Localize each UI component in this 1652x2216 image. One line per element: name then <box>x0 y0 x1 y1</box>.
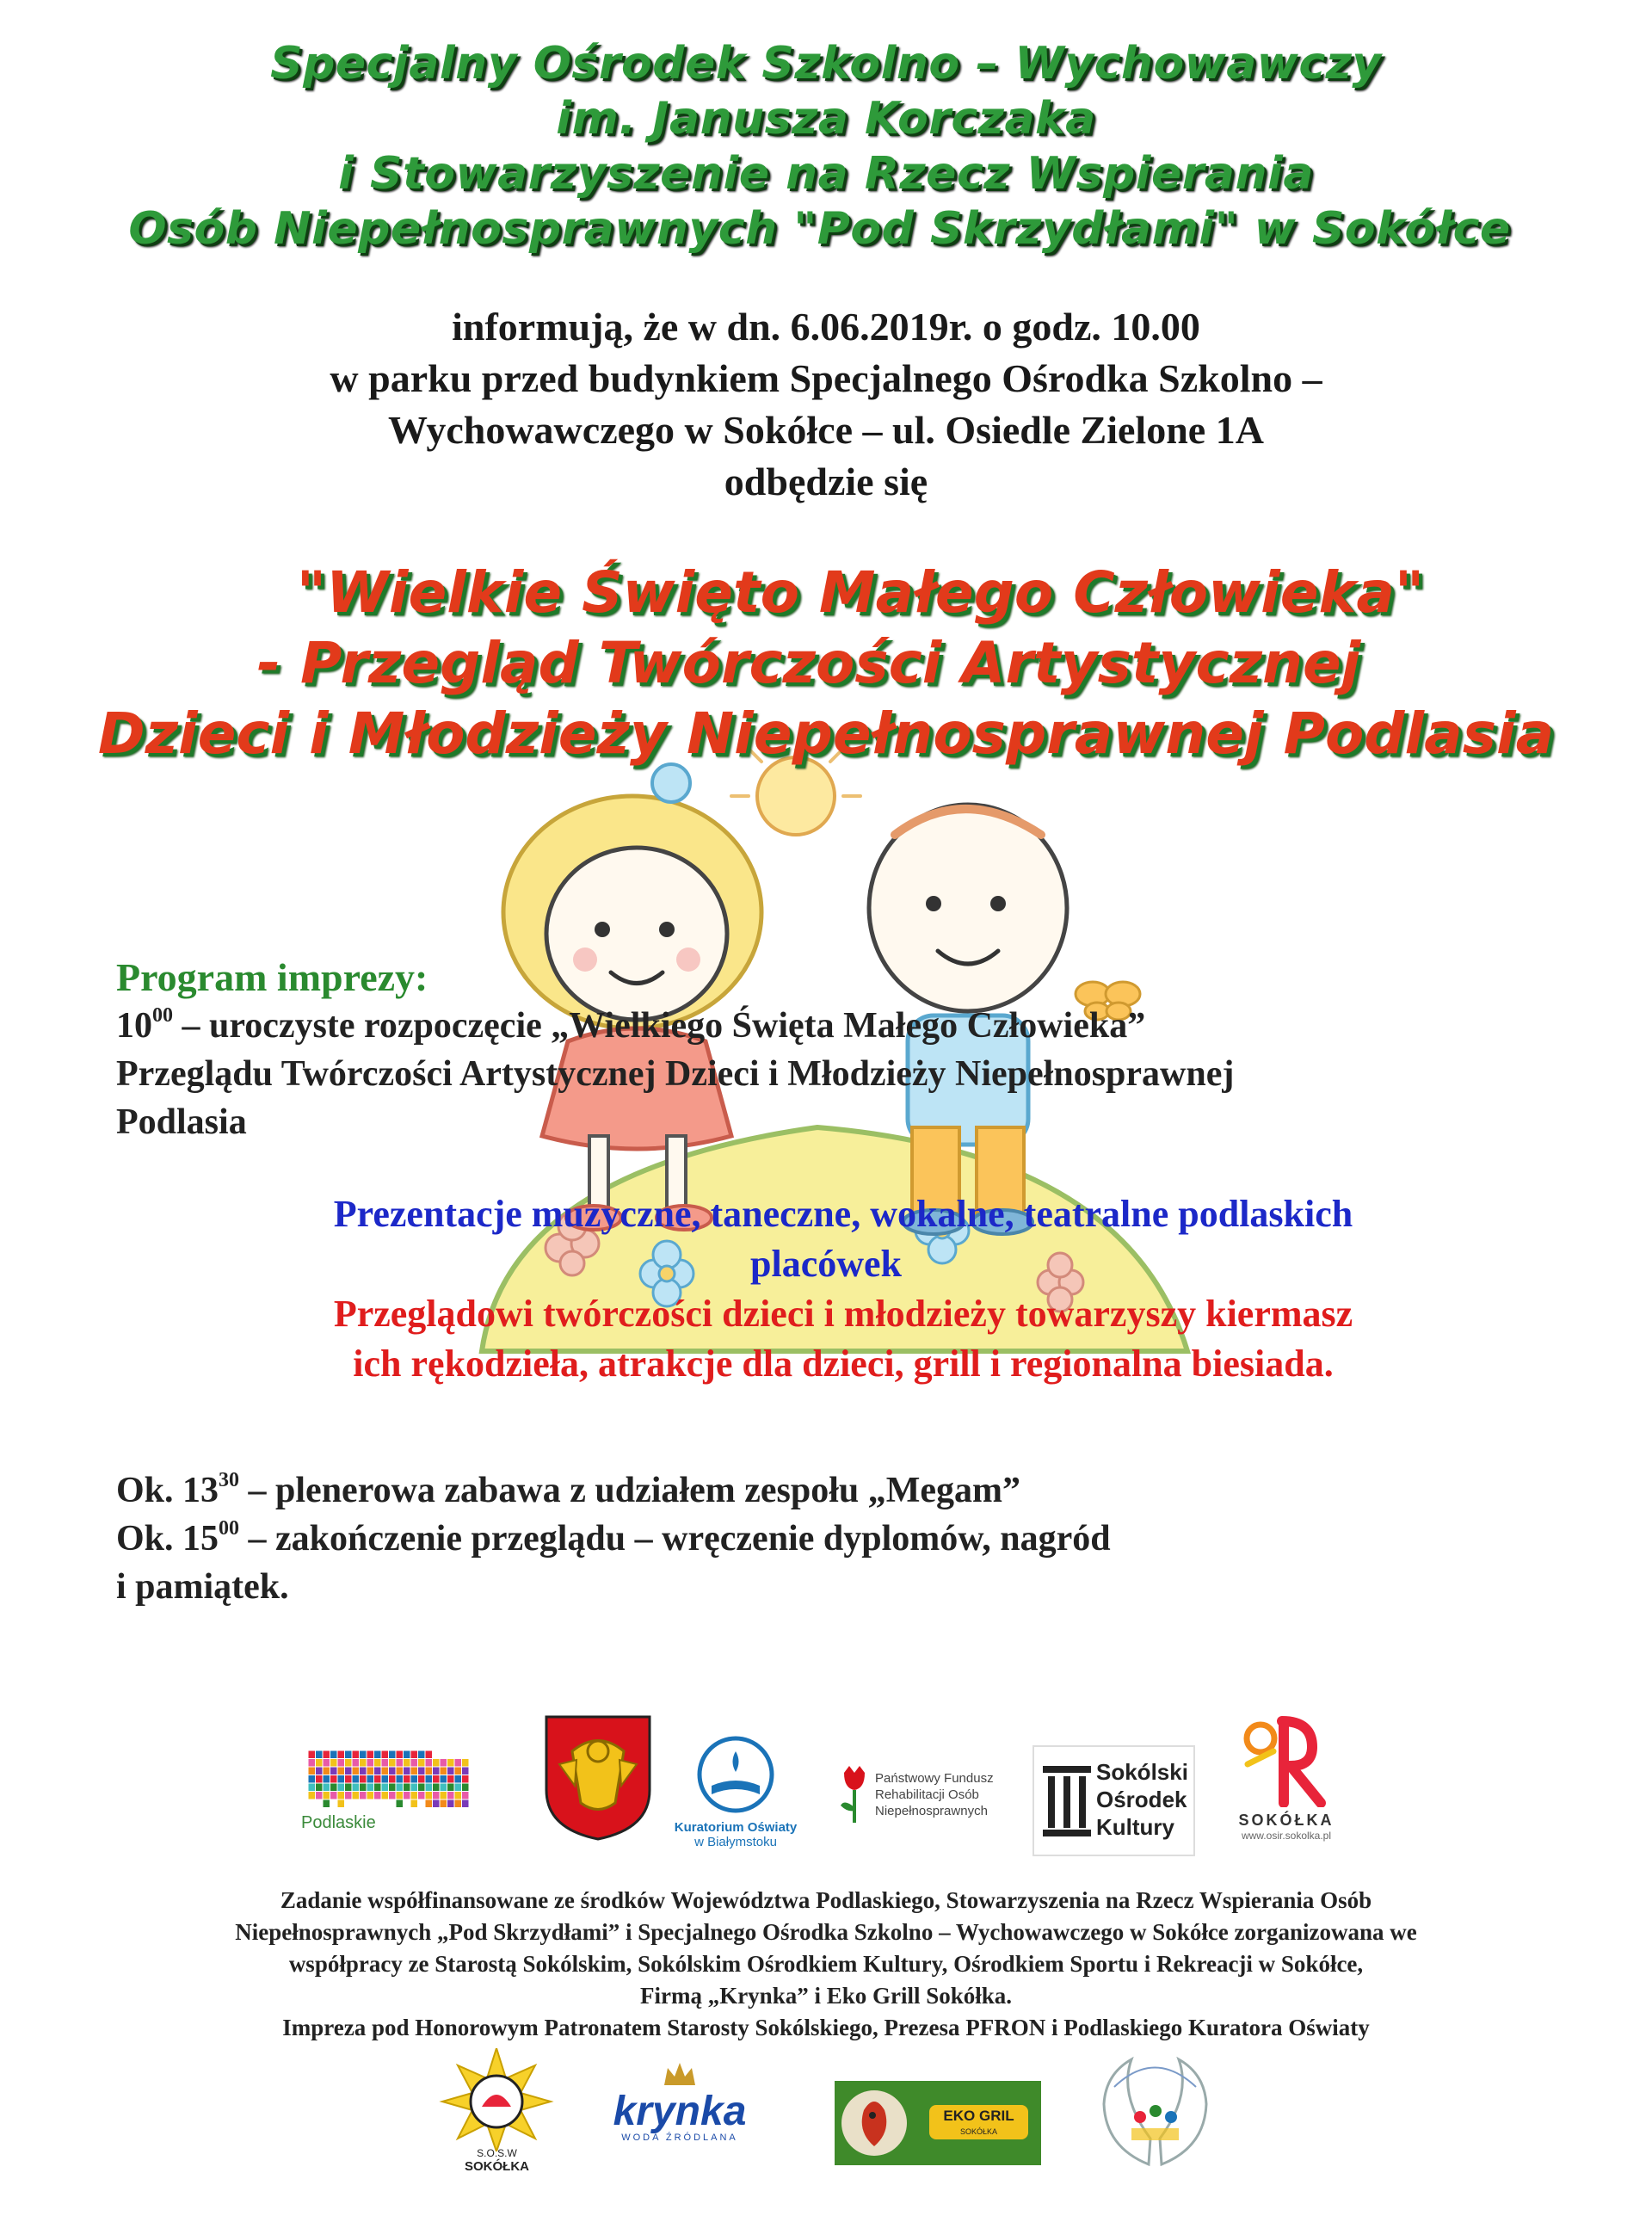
extras-line-1: Przeglądowi twórczości dzieci i młodzieży towarzyszy kiermasz <box>333 1293 1353 1335</box>
bison-mosaic-tile <box>360 1751 367 1759</box>
bison-mosaic-tile <box>367 1775 374 1783</box>
info-line-4: odbędzie się <box>724 460 928 503</box>
sok-label-1: Sokólski <box>1096 1759 1188 1785</box>
bison-mosaic-tile <box>397 1792 404 1799</box>
bison-mosaic-tile <box>447 1784 454 1792</box>
program-item-closing-line-2: i pamiątek. <box>116 1567 289 1607</box>
bison-mosaic-tile <box>338 1784 345 1792</box>
bison-mosaic-tile <box>462 1759 469 1767</box>
tulip-icon <box>839 1764 870 1824</box>
program-heading: Program imprezy: <box>116 955 428 999</box>
bison-mosaic-tile <box>447 1792 454 1799</box>
osir-logo <box>1222 1713 1351 1859</box>
event-title-line-2: - Przegląd Twórczości Artystycznej <box>256 630 1361 696</box>
funding-footer <box>0 1885 1652 2044</box>
bison-mosaic-tile <box>426 1800 433 1808</box>
bison-mosaic-tile <box>397 1768 404 1775</box>
info-line-2: w parku przed budynkiem Specjalnego Ośrodka Szkolno – <box>330 356 1322 400</box>
bison-mosaic-tile <box>441 1768 447 1775</box>
event-info <box>0 301 1652 508</box>
bison-mosaic-tile <box>397 1751 404 1759</box>
columns-icon <box>1041 1762 1093 1840</box>
bison-mosaic-tile <box>338 1792 345 1799</box>
closing-description: – zakończenie przeglądu – wręczenie dyplomów, nagród <box>239 1519 1111 1559</box>
bison-mosaic-tile <box>382 1784 389 1792</box>
bison-mosaic-tile <box>418 1775 425 1783</box>
footer-line-2: Niepełnosprawnych „Pod Skrzydłami” i Specjalnego Ośrodka Szkolno – Wychowawczego w Sokółce zorganizowana we <box>235 1919 1417 1945</box>
info-line-3: Wychowawczego w Sokółce – ul. Osiedle Zielone 1A <box>388 408 1264 452</box>
bison-mosaic-tile <box>462 1775 469 1783</box>
bison-mosaic-tile <box>447 1800 454 1808</box>
bison-mosaic-tile <box>360 1759 367 1767</box>
bison-mosaic-tile <box>316 1751 323 1759</box>
bison-mosaic-tile <box>455 1784 462 1792</box>
bison-mosaic-tile <box>374 1784 381 1792</box>
bison-mosaic-tile <box>389 1759 396 1767</box>
bison-mosaic-tile <box>324 1792 330 1799</box>
organizer-header <box>0 36 1652 256</box>
bison-mosaic-tile <box>426 1775 433 1783</box>
program-section <box>116 954 1596 1146</box>
event-title <box>0 558 1652 769</box>
bison-mosaic-tile <box>455 1775 462 1783</box>
bison-mosaic-tile <box>330 1775 337 1783</box>
bison-mosaic-tile <box>345 1784 352 1792</box>
ekogrill-name: EKO GRIL <box>943 2108 1014 2124</box>
bison-mosaic-tile <box>338 1800 345 1808</box>
footer-line-4: Firmą „Krynka” i Eko Grill Sokółka. <box>639 1983 1013 2009</box>
bison-mosaic-tile <box>324 1768 330 1775</box>
organizer-line-3: i Stowarzyszenie na Rzecz Wspierania <box>338 148 1314 200</box>
program-item-closing <box>116 1515 1596 1563</box>
crown-icon <box>663 2061 697 2087</box>
krynka-name: krynka <box>613 2089 747 2134</box>
kuratorium-book-icon <box>693 1734 779 1816</box>
sok-label-2: Ośrodek <box>1096 1787 1187 1812</box>
bison-mosaic-tile <box>309 1775 316 1783</box>
bison-mosaic-tile <box>404 1768 410 1775</box>
bison-mosaic-tile <box>418 1751 425 1759</box>
bison-mosaic-tile <box>330 1792 337 1799</box>
bison-mosaic-tile <box>404 1792 410 1799</box>
bison-mosaic-tile <box>316 1775 323 1783</box>
bison-mosaic-tile <box>411 1792 418 1799</box>
bison-mosaic-tile <box>324 1784 330 1792</box>
bison-mosaic-tile <box>374 1759 381 1767</box>
program-item-concert <box>116 1466 1596 1515</box>
footer-line-3: współpracy ze Starostą Sokólskim, Sokólskim Ośrodkiem Kultury, Ośrodkiem Sportu i Rekreacji w Sokółce, <box>288 1951 1364 1977</box>
closing-time-minutes: 00 <box>219 1517 240 1540</box>
bison-mosaic-tile <box>426 1792 433 1799</box>
opening-time: 10 <box>116 1006 152 1046</box>
presentations-block <box>0 1189 1652 1389</box>
bison-mosaic-tile <box>411 1784 418 1792</box>
pfron-label-3: Niepełnosprawnych <box>875 1804 988 1818</box>
bison-mosaic-tile <box>374 1792 381 1799</box>
pod-skrzydlami-logo-icon <box>1097 2052 1213 2173</box>
ekogrill-badge <box>929 2105 1028 2139</box>
bison-mosaic-tile <box>309 1792 316 1799</box>
bison-mosaic-tile <box>389 1775 396 1783</box>
bison-mosaic-tile <box>309 1768 316 1775</box>
bison-mosaic-tile <box>367 1759 374 1767</box>
bison-mosaic-tile <box>360 1784 367 1792</box>
bison-mosaic-tile <box>324 1751 330 1759</box>
bison-mosaic-tile <box>338 1775 345 1783</box>
bison-mosaic-tile <box>309 1751 316 1759</box>
sosw-letters: S.O.S.W <box>477 2147 517 2159</box>
program-item-opening <box>116 1002 1596 1050</box>
presentations-line-1: Prezentacje muzyczne, taneczne, wokalne, teatralne podlaskich <box>333 1193 1353 1235</box>
bison-mosaic-tile <box>418 1792 425 1799</box>
bison-mosaic-tile <box>389 1751 396 1759</box>
bison-mosaic-tile <box>462 1792 469 1799</box>
bison-mosaic-tile <box>382 1792 389 1799</box>
bison-mosaic-tile <box>418 1784 425 1792</box>
bison-mosaic-tile <box>382 1775 389 1783</box>
bison-mosaic-tile <box>345 1759 352 1767</box>
podlaskie-logo <box>301 1743 482 1837</box>
bison-mosaic-tile <box>338 1751 345 1759</box>
footer-line-5: Impreza pod Honorowym Patronatem Starosty Sokólskiego, Prezesa PFRON i Podlaskiego Kuratora Oświaty <box>282 2015 1370 2040</box>
bison-mosaic-tile <box>404 1784 410 1792</box>
bison-mosaic-tile <box>345 1768 352 1775</box>
bison-mosaic-tile <box>389 1784 396 1792</box>
bison-mosaic-tile <box>345 1792 352 1799</box>
footer-line-1: Zadanie współfinansowane ze środków Województwa Podlaskiego, Stowarzyszenia na Rzecz Wspierania Osób <box>280 1887 1372 1913</box>
presentations-line-2: placówek <box>750 1243 902 1285</box>
bison-mosaic-tile <box>455 1800 462 1808</box>
bison-mosaic-tile <box>374 1768 381 1775</box>
bison-mosaic-tile <box>411 1768 418 1775</box>
bison-mosaic-tile <box>426 1751 433 1759</box>
osir-name: SOKÓŁKA <box>1238 1812 1335 1829</box>
bison-mosaic-tile <box>433 1792 440 1799</box>
concert-description: – plenerowa zabawa z udziałem zespołu „Megam” <box>239 1471 1020 1510</box>
bison-mosaic-tile <box>389 1768 396 1775</box>
sosw-name: SOKÓŁKA <box>465 2159 529 2174</box>
bison-mosaic-tile <box>426 1759 433 1767</box>
bison-mosaic-tile <box>462 1800 469 1808</box>
ekogrill-sub: SOKÓŁKA <box>959 2127 998 2136</box>
bison-mosaic-tile <box>324 1775 330 1783</box>
opening-time-minutes: 00 <box>152 1004 173 1027</box>
bison-mosaic-tile <box>338 1768 345 1775</box>
bison-mosaic-tile <box>353 1751 360 1759</box>
pfron-label-2: Rehabilitacji Osób <box>875 1787 979 1802</box>
pfron-label-1: Państwowy Fundusz <box>875 1771 994 1786</box>
bison-mosaic-tile <box>411 1800 418 1808</box>
sok-logo <box>1032 1745 1195 1856</box>
sosw-logo <box>439 2048 555 2177</box>
bison-mosaic-tile <box>345 1775 352 1783</box>
organizer-line-1: Specjalny Ośrodek Szkolno – Wychowawczy <box>270 38 1382 90</box>
bison-mosaic-tile <box>316 1768 323 1775</box>
bison-mosaic-tile <box>316 1784 323 1792</box>
bison-mosaic-tile <box>330 1751 337 1759</box>
bison-mosaic-tile <box>455 1759 462 1767</box>
bison-mosaic-tile <box>330 1768 337 1775</box>
bison-mosaic-tile <box>397 1759 404 1767</box>
bison-mosaic-tile <box>309 1759 316 1767</box>
sok-label-3: Kultury <box>1096 1814 1174 1840</box>
concert-time-minutes: 30 <box>219 1469 240 1491</box>
bison-mosaic-tile <box>441 1792 447 1799</box>
bison-mosaic-tile <box>397 1784 404 1792</box>
bison-mosaic-tile <box>367 1784 374 1792</box>
kuratorium-label-1: Kuratorium Oświaty <box>674 1820 798 1835</box>
bison-mosaic-tile <box>441 1784 447 1792</box>
bison-mosaic-tile <box>330 1759 337 1767</box>
bison-mosaic-tile <box>441 1800 447 1808</box>
bison-mosaic-tile <box>418 1759 425 1767</box>
bison-mosaic-tile <box>455 1768 462 1775</box>
bison-mosaic-tile <box>447 1768 454 1775</box>
bison-mosaic-tile <box>426 1768 433 1775</box>
kuratorium-logo <box>667 1734 804 1863</box>
bison-mosaic-tile <box>447 1759 454 1767</box>
organizer-line-2: im. Janusza Korczaka <box>556 93 1096 145</box>
program-schedule <box>116 1466 1596 1611</box>
bison-mosaic-tile <box>367 1751 374 1759</box>
organizer-line-4: Osób Niepełnosprawnych "Pod Skrzydłami" w Sokółce <box>128 203 1511 255</box>
bison-mosaic-tile <box>433 1784 440 1792</box>
bison-mosaic-tile <box>433 1768 440 1775</box>
bison-mosaic-tile <box>353 1759 360 1767</box>
bison-mosaic-tile <box>324 1800 330 1808</box>
closing-time: Ok. 15 <box>116 1519 219 1559</box>
bison-mosaic-tile <box>404 1751 410 1759</box>
bison-mosaic-tile <box>345 1751 352 1759</box>
bison-mosaic-tile <box>411 1775 418 1783</box>
bison-mosaic-tile <box>374 1751 381 1759</box>
bison-mosaic-tile <box>374 1775 381 1783</box>
sokolka-coat-of-arms-icon <box>542 1713 654 1842</box>
bison-mosaic-tile <box>382 1751 389 1759</box>
bison-mosaic-tile <box>433 1775 440 1783</box>
bison-mosaic-tile <box>455 1792 462 1799</box>
bison-mosaic-tile <box>404 1759 410 1767</box>
extras-line-2: ich rękodzieła, atrakcje dla dzieci, grill i regionalna biesiada. <box>353 1343 1334 1385</box>
bison-icon <box>301 1743 482 1812</box>
info-line-1: informują, że w dn. 6.06.2019r. o godz. 10.00 <box>452 305 1200 349</box>
bison-mosaic-tile <box>382 1759 389 1767</box>
bison-mosaic-tile <box>447 1775 454 1783</box>
bison-mosaic-tile <box>360 1768 367 1775</box>
event-title-line-1: "Wielkie Święto Małego Człowieka" <box>296 559 1425 626</box>
bison-mosaic-tile <box>397 1800 404 1808</box>
pfron-logo <box>839 1764 1028 1833</box>
kuratorium-label-2: w Białymstoku <box>694 1835 777 1849</box>
bison-mosaic-tile <box>404 1775 410 1783</box>
bison-mosaic-tile <box>462 1784 469 1792</box>
bison-mosaic-tile <box>411 1751 418 1759</box>
krynka-logo <box>594 2061 766 2156</box>
bison-mosaic-tile <box>330 1784 337 1792</box>
bison-mosaic-tile <box>324 1759 330 1767</box>
concert-time: Ok. 13 <box>116 1471 219 1510</box>
sun-burst-icon <box>439 2048 555 2151</box>
bison-mosaic-tile <box>367 1768 374 1775</box>
bison-mosaic-tile <box>382 1768 389 1775</box>
bison-mosaic-tile <box>309 1784 316 1792</box>
bison-mosaic-tile <box>389 1792 396 1799</box>
podlaskie-label: Podlaskie <box>301 1813 376 1832</box>
krynka-sub: WODA ŹRÓDLANA <box>621 2133 738 2143</box>
osir-url: www.osir.sokolka.pl <box>1241 1830 1332 1842</box>
bison-mosaic-tile <box>397 1775 404 1783</box>
bison-mosaic-tile <box>316 1759 323 1767</box>
bison-mosaic-tile <box>411 1759 418 1767</box>
bison-mosaic-tile <box>441 1759 447 1767</box>
bison-mosaic-tile <box>426 1784 433 1792</box>
bison-mosaic-tile <box>441 1775 447 1783</box>
bison-mosaic-tile <box>316 1792 323 1799</box>
bison-mosaic-tile <box>360 1792 367 1799</box>
bison-mosaic-tile <box>353 1792 360 1799</box>
program-item-opening-line-3: Podlasia <box>116 1102 247 1142</box>
bison-mosaic-tile <box>353 1784 360 1792</box>
event-title-line-3: Dzieci i Młodzieży Niepełnosprawnej Podlasia <box>97 701 1555 767</box>
rooster-icon <box>840 2084 909 2162</box>
bison-mosaic-tile <box>433 1800 440 1808</box>
osir-figure-icon <box>1230 1713 1342 1807</box>
program-item-opening-line-2: Przeglądu Twórczości Artystycznej Dzieci i Młodzieży Niepełnosprawnej <box>116 1054 1235 1094</box>
bison-mosaic-tile <box>418 1768 425 1775</box>
bison-mosaic-tile <box>433 1759 440 1767</box>
ekogrill-logo <box>835 2081 1041 2165</box>
opening-description: – uroczyste rozpoczęcie „Wielkiego Święta Małego Człowieka” <box>173 1006 1146 1046</box>
bison-mosaic-tile <box>360 1775 367 1783</box>
bison-mosaic-tile <box>367 1792 374 1799</box>
bison-mosaic-tile <box>462 1768 469 1775</box>
bison-mosaic-tile <box>338 1759 345 1767</box>
bison-mosaic-tile <box>353 1775 360 1783</box>
bison-mosaic-tile <box>353 1768 360 1775</box>
